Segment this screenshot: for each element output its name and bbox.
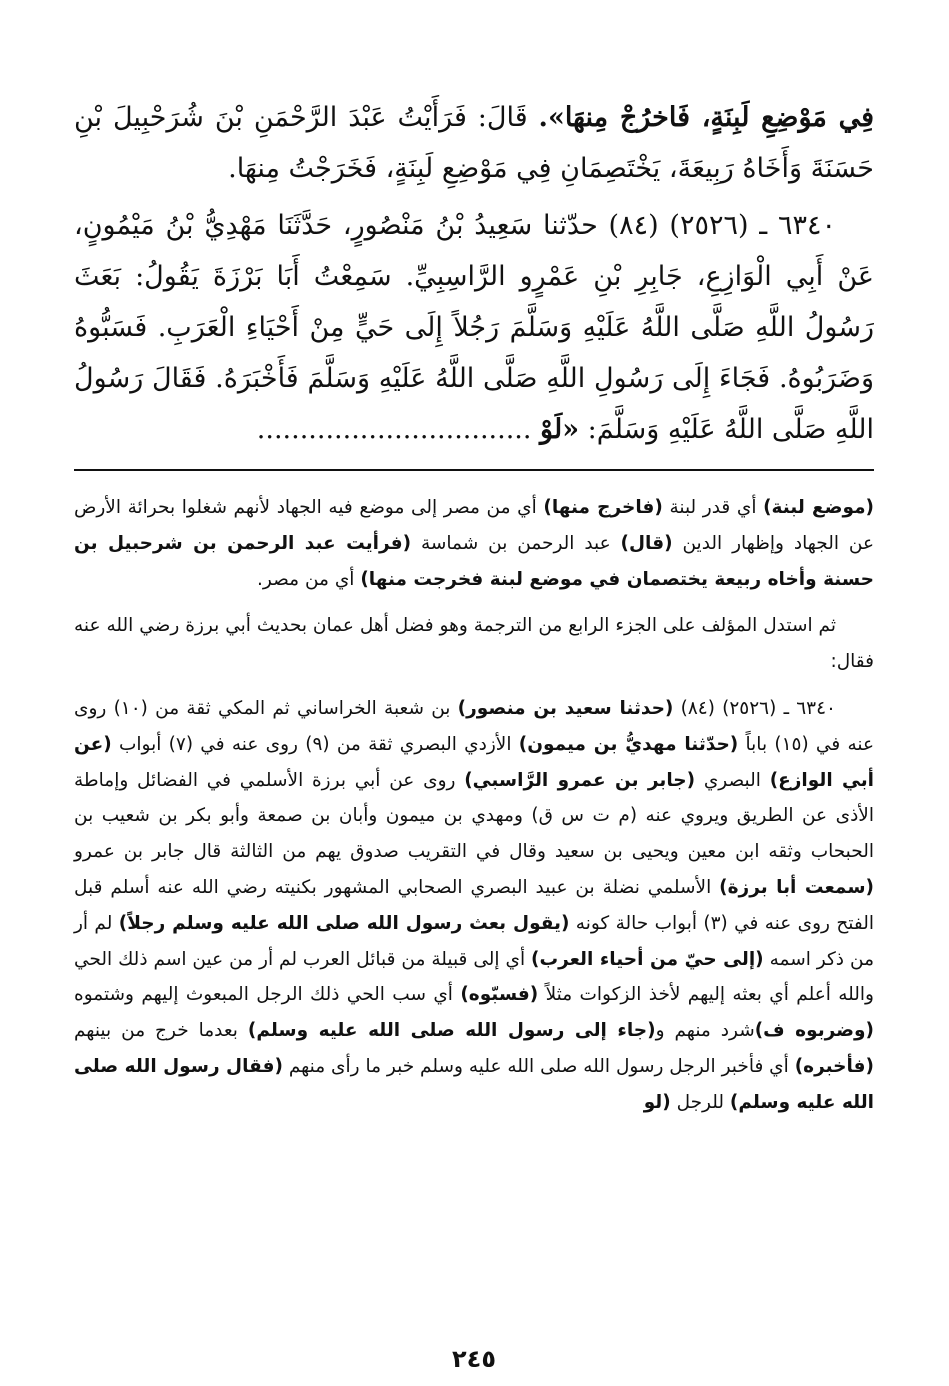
commentary-text-run: بعدما خرج من بينهم	[74, 1020, 248, 1042]
commentary-text-run: أي فأخبر الرجل رسول الله صلى الله عليه وسلم خبر ما رأى منهم	[282, 1055, 795, 1077]
commentary-text-run: أي قدر لبنة	[662, 497, 764, 518]
commentary-text-run: أي من مصر.	[257, 568, 361, 590]
hadith-text-run: ٦٣٤٠ ـ (٢٥٢٦) (٨٤) حدّثنا سَعِيدُ بْنُ مَنْصُورٍ، حَدَّثَنَا مَهْدِيُّ بْنُ مَيْمُونٍ، عَنْ أَبِي الْوَازِعِ، جَابِرِ بْنِ عَمْرٍو الرَّاسِبِيِّ. سَمِعْتُ أَبَا بَرْزَةَ يَقُولُ: بَعَثَ رَسُولُ اللَّهِ صَلَّى اللَّهُ عَلَيْهِ وَسَلَّمَ رَجُلاً إِلَى حَيٍّ مِنْ أَحْيَاءِ الْعَرَبِ. فَسَبُّوهُ وَضَرَبُوهُ. فَجَاءَ إِلَى رَسُولِ اللَّهِ صَلَّى اللَّهُ عَلَيْهِ وَسَلَّمَ فَأَخْبَرَهُ. فَقَالَ رَسُولُ اللَّهِ صَلَّى اللَّهُ عَلَيْهِ وَسَلَّمَ:	[74, 210, 874, 445]
commentary-text-run: الأسلمي نضلة بن عبيد البصري الصحابي المشهور بكنيته رضي الله عنه أسلم قبل الفتح روى عنه في (٣) أبواب حالة كونه	[74, 876, 874, 934]
hadith-text	[74, 92, 874, 455]
commentary-bold-phrase: (لو	[643, 1091, 671, 1113]
commentary-text-run: روى عن أبي برزة الأسلمي في الفضائل وإماطة الأذى عن الطريق ويروي عنه (م ت س ق) ومهدي بن ميمون وأبان بن صمعة وأبو بكر بن شعيب بن الحبحاب وثقه ابن معين ويحيى بن سعيد وقال في التقريب صدوق يهم من الثالثة قال جابر بن عمرو	[74, 769, 874, 863]
commentary-text-run: ٦٣٤٠ ـ (٢٥٢٦) (٨٤)	[673, 697, 836, 719]
commentary-bold-phrase: (إلى حيّ من أحياء العرب)	[531, 948, 764, 970]
hadith-paragraph-1	[74, 92, 874, 194]
commentary-bold-phrase: (حدثنا سعيد بن منصور)	[457, 697, 674, 719]
commentary-text-run: عبد الرحمن بن شماسة	[411, 532, 621, 554]
hadith-text-run: قَالَ: فَرَأَيْتُ عَبْدَ الرَّحْمَنِ بْنَ شُرَحْبِيلَ بْنِ حَسَنَةَ وَأَخَاهُ رَبِيعَةَ، يَخْتَصِمَانِ فِي مَوْضِعِ لَبِنَةٍ، فَخَرَجْتُ مِنهَا.	[74, 102, 874, 184]
section-divider	[74, 469, 874, 471]
commentary-bold-phrase: (فرأيت عبد الرحمن بن شرحبيل بن حسنة وأخاه ربيعة يختصمان في موضع لبنة فخرجت منها)	[74, 532, 874, 590]
commentary-bold-phrase: (فسبّوه)	[460, 984, 539, 1006]
commentary-text-run: الأزدي البصري ثقة من (٩) روى عنه في (٧) أبواب	[111, 733, 519, 755]
commentary-bold-phrase: (فقال رسول الله صلى الله عليه وسلم)	[74, 1055, 874, 1113]
continuation-dots: ................................	[256, 414, 541, 445]
commentary-bold-phrase: (قال)	[620, 532, 673, 554]
commentary-paragraph-2: ثم استدل المؤلف على الجزء الرابع من الترجمة وهو فضل أهل عمان بحديث أبي برزة رضي الله عنه فقال:	[74, 615, 874, 673]
commentary-bold-phrase: (سمعت أبا برزة)	[719, 876, 874, 898]
commentary-text-run: شرد منهم و	[655, 1020, 755, 1042]
commentary-text-run: للرجل	[670, 1091, 730, 1113]
hadith-bold-phrase: «لَوْ	[540, 414, 580, 445]
commentary-bold-phrase: (حدّثنا مهديُّ بن ميمون)	[518, 733, 739, 755]
hadith-paragraph-2	[74, 200, 874, 455]
page-number: ٢٤٥	[452, 1345, 496, 1373]
commentary-bold-phrase: (يقول بعث رسول الله صلى الله عليه وسلم رجلاً)	[118, 912, 570, 934]
commentary-text	[74, 490, 874, 1121]
commentary-text-run: لم أر من ذكر اسمه	[74, 912, 874, 970]
commentary-text-run: بن شعبة الخراساني ثم المكي ثقة من (١٠) روى عنه في (١٥) باباً	[74, 697, 874, 755]
commentary-bold-phrase: (جابر بن عمرو الرَّاسبي)	[464, 769, 696, 791]
commentary-paragraph-3	[74, 691, 874, 1121]
commentary-paragraph-1	[74, 490, 874, 597]
commentary-bold-phrase: (وضربوه ف)	[754, 1020, 874, 1042]
book-page	[74, 92, 874, 1373]
commentary-bold-phrase: (عن أبي الوازع)	[74, 733, 874, 791]
commentary-text-run: أي من مصر إلى موضع فيه الجهاد لأنهم شغلوا بحرائة الأرض عن الجهاد وإظهار الدين	[74, 497, 874, 554]
commentary-text-run: أي سب الحي ذلك الرجل المبعوث إليهم وشتموه	[74, 984, 461, 1006]
commentary-text-run: أي إلى قبيلة من قبائل العرب لم أر من عين اسم ذلك الحي والله أعلم أي بعثه إليهم لأخذ الزكوات مثلاً	[74, 948, 874, 1006]
commentary-bold-phrase: (موضع لبنة)	[763, 497, 874, 518]
commentary-bold-phrase: (فأخبره)	[794, 1055, 874, 1077]
hadith-bold-phrase: فِي مَوْضِعِ لَبِنَةٍ، فَاخرُجْ مِنهَا».	[538, 102, 874, 133]
commentary-bold-phrase: (فاخرج منها)	[543, 497, 663, 518]
commentary-bold-phrase: (جاء إلى رسول الله صلى الله عليه وسلم)	[247, 1020, 656, 1042]
commentary-text-run: البصري	[695, 769, 770, 791]
